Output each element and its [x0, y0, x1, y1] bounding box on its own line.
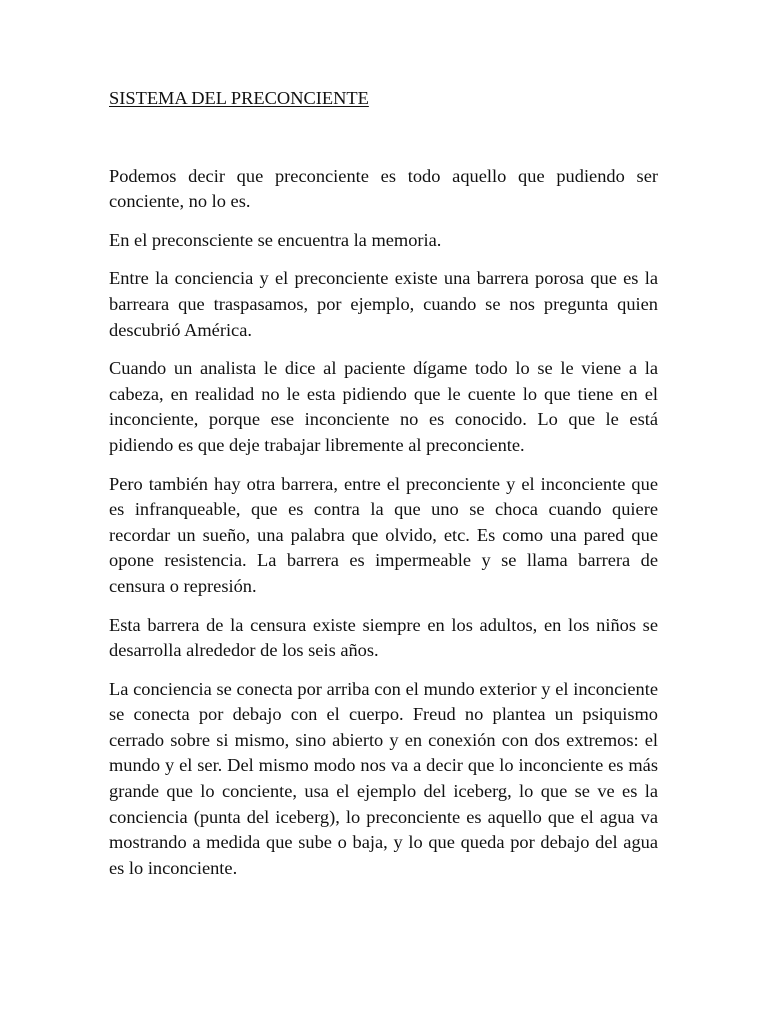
paragraph: En el preconsciente se encuentra la memoria. — [109, 229, 442, 250]
paragraph: Podemos decir que preconciente es todo aquello que pudiendo ser conciente, no lo es. — [109, 165, 658, 212]
paragraph: Cuando un analista le dice al paciente dígame todo lo se le viene a la cabeza, en realidad no le esta pidiendo que le cuente lo que tiene en el inconciente, porque ese inconciente no es conocido. Lo que le está pidiendo es que deje trabajar libremente al preconciente. — [109, 358, 658, 455]
document-title: SISTEMA DEL PRECONCIENTE — [109, 88, 369, 108]
document-body — [109, 86, 658, 894]
paragraph: Esta barrera de la censura existe siempre en los adultos, en los niños se desarrolla alrededor de los seis años. — [109, 614, 658, 661]
paragraph: Entre la conciencia y el preconciente existe una barrera porosa que es la barreara que traspasamos, por ejemplo, cuando se nos pregunta quien descubrió América. — [109, 268, 658, 340]
paragraph: La conciencia se conecta por arriba con el mundo exterior y el inconciente se conecta por debajo con el cuerpo. Freud no plantea un psiquismo cerrado sobre si mismo, sino abierto y en conexión con dos extremos: el mundo y el ser. Del mismo modo nos va a decir que lo inconciente es más grande que lo conciente, usa el ejemplo del iceberg, lo que se ve es la conciencia (punta del iceberg), lo preconciente es aquello que el agua va mostrando a medida que sube o baja, y lo que queda por debajo del agua es lo inconciente. — [109, 678, 658, 878]
paragraph: Pero también hay otra barrera, entre el preconciente y el inconciente que es infranqueable, que es contra la que uno se choca cuando quiere recordar un sueño, una palabra que olvido, etc. Es como una pared que opone resistencia. La barrera es impermeable y se llama barrera de censura o represión. — [109, 473, 658, 596]
